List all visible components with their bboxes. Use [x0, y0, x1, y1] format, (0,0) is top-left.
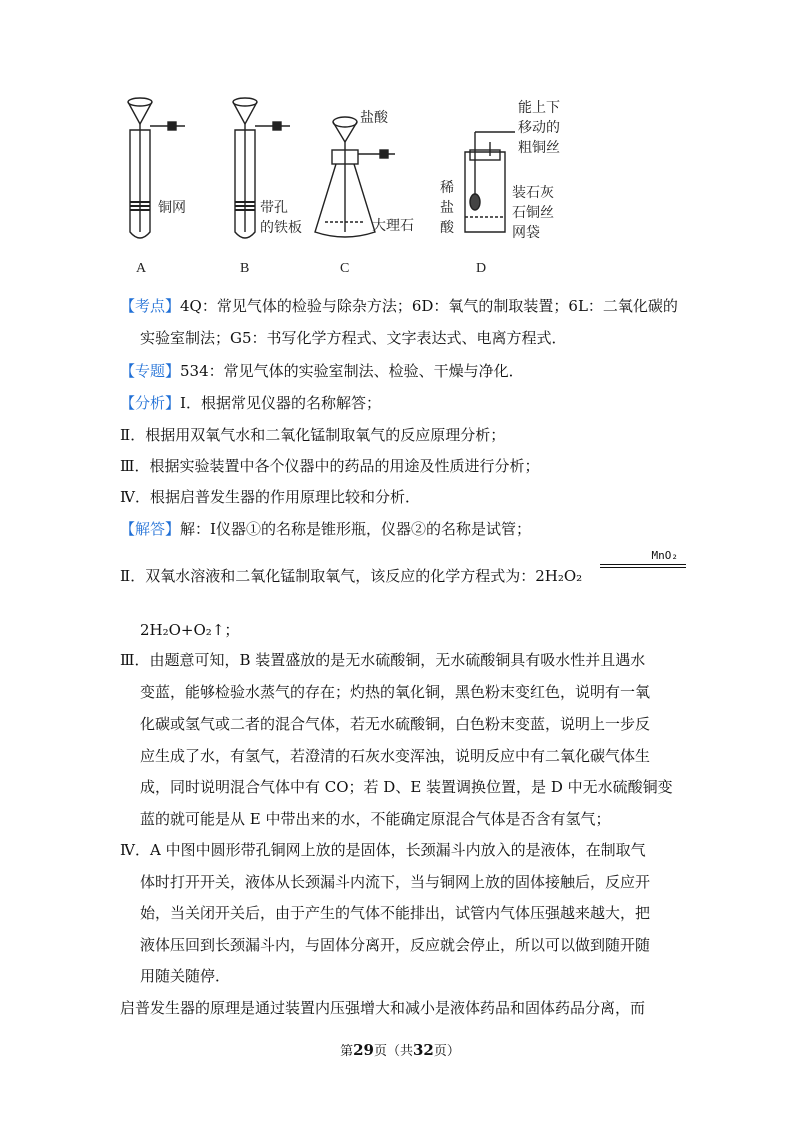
label-dilute-1: 稀: [440, 180, 454, 196]
para3-line-2: 变蓝，能够检验水蒸气的存在；灼热的氧化铜，黑色粉末变红色，说明有一氧: [140, 683, 651, 701]
caption-d: D: [476, 261, 487, 276]
label-dilute-2: 盐: [440, 200, 454, 216]
label-wire-1: 能上下: [518, 100, 560, 116]
fenxi-line: [120, 393, 381, 413]
kaodian-line-2: 实验室制法；G5：书写化学方程式、文字表达式、电离方程式．: [140, 329, 567, 347]
para4-line-3: 始，当关闭开关后，由于产生的气体不能排出，试管内气体压强越来越大，把: [140, 904, 651, 922]
jieda-text: 解：Ⅰ仪器①的名称是锥形瓶，仪器②的名称是试管；: [180, 520, 531, 538]
apparatus-a: [128, 98, 185, 238]
zhuanti-line: [120, 361, 524, 381]
kaodian-tag: 【考点】: [120, 297, 181, 315]
fenxi-tag: 【分析】: [120, 394, 181, 412]
para3-line-1: Ⅲ．由题意可知，B 装置盛放的是无水硫酸铜，无水硫酸铜具有吸水性并且遇水: [120, 651, 646, 669]
equals-bar-top: [600, 564, 686, 565]
caption-b: B: [240, 261, 250, 276]
label-bag-3: 网袋: [512, 225, 540, 241]
label-bag-1: 装石灰: [512, 185, 554, 201]
para5-line-1: 启普发生器的原理是通过装置内压强增大和减小是液体药品和固体药品分离，而: [120, 999, 646, 1017]
zhuanti-text: 534：常见气体的实验室制法、检验、干燥与净化．: [180, 362, 524, 380]
para3-line-4: 应生成了水，有氢气，若澄清的石灰水变浑浊，说明反应中有二氧化碳气体生: [140, 747, 651, 765]
para3-line-3: 化碳或氢气或二者的混合气体，若无水硫酸铜，白色粉末变蓝，说明上一步反: [140, 715, 651, 733]
para4-line-5: 用随关随停．: [140, 967, 231, 985]
para4-line-2: 体时打开开关，液体从长颈漏斗内流下，当与铜网上放的固体接触后，反应开: [140, 873, 651, 891]
label-iron-plate-1: 带孔: [260, 200, 288, 216]
catalyst-label: MnO₂: [651, 549, 678, 562]
zhuanti-tag: 【专题】: [120, 362, 181, 380]
fenxi-text: Ⅰ．根据常见仪器的名称解答；: [180, 394, 381, 412]
label-dilute-3: 酸: [440, 220, 454, 236]
label-wire-3: 粗铜丝: [518, 140, 560, 156]
fenxi-line-4: Ⅳ．根据启普发生器的作用原理比较和分析．: [120, 488, 420, 506]
apparatus-diagram: [110, 92, 610, 282]
apparatus-d: [465, 132, 515, 232]
equation-products: 2H₂O+O₂↑；: [140, 621, 240, 639]
fenxi-line-2: Ⅱ．根据用双氧气水和二氧化锰制取氧气的反应原理分析；: [120, 426, 506, 444]
catalyst-condition: [600, 549, 686, 568]
para3-line-6: 蓝的就可能是从 E 中带出来的水，不能确定原混合气体是否含有氢气；: [140, 810, 611, 828]
equals-bar-bottom: [600, 567, 686, 568]
equation-line: Ⅱ．双氧水溶液和二氧化锰制取氧气，该反应的化学方程式为：2H₂O₂: [120, 567, 583, 585]
label-wire-2: 移动的: [518, 120, 560, 136]
para3-line-5: 成，同时说明混合气体中有 CO；若 D、E 装置调换位置，是 D 中无水硫酸铜变: [140, 778, 673, 796]
kaodian-text-1: 4Q：常见气体的检验与除杂方法；6D：氧气的制取装置；6L：二氧化碳的: [180, 297, 678, 315]
label-copper-mesh: 铜网: [158, 200, 186, 216]
page-footer: [0, 1040, 800, 1059]
apparatus-figure: [110, 92, 610, 282]
kaodian-line-1: [120, 296, 678, 316]
label-hydrochloric-acid: 盐酸: [360, 110, 388, 126]
fenxi-line-3: Ⅲ．根据实验装置中各个仪器中的药品的用途及性质进行分析；: [120, 457, 540, 475]
para4-line-1: Ⅳ．A 中图中圆形带孔铜网上放的是固体，长颈漏斗内放入的是液体，在制取气: [120, 841, 646, 859]
footer-total-pages: 32: [413, 1041, 434, 1059]
caption-a: A: [136, 261, 147, 276]
caption-c: C: [340, 261, 350, 276]
footer-mid: 页（共: [373, 1044, 413, 1059]
label-marble: 大理石: [372, 218, 414, 234]
label-iron-plate-2: 的铁板: [260, 220, 302, 236]
label-bag-2: 石铜丝: [512, 205, 554, 221]
jieda-tag: 【解答】: [120, 520, 181, 538]
footer-suffix: 页）: [433, 1044, 460, 1059]
apparatus-b: [233, 98, 290, 238]
para4-line-4: 液体压回到长颈漏斗内，与固体分离开，反应就会停止，所以可以做到随开随: [140, 936, 651, 954]
footer-prefix: 第: [340, 1044, 354, 1059]
footer-page-number: 29: [353, 1041, 374, 1059]
jieda-line: [120, 519, 531, 539]
